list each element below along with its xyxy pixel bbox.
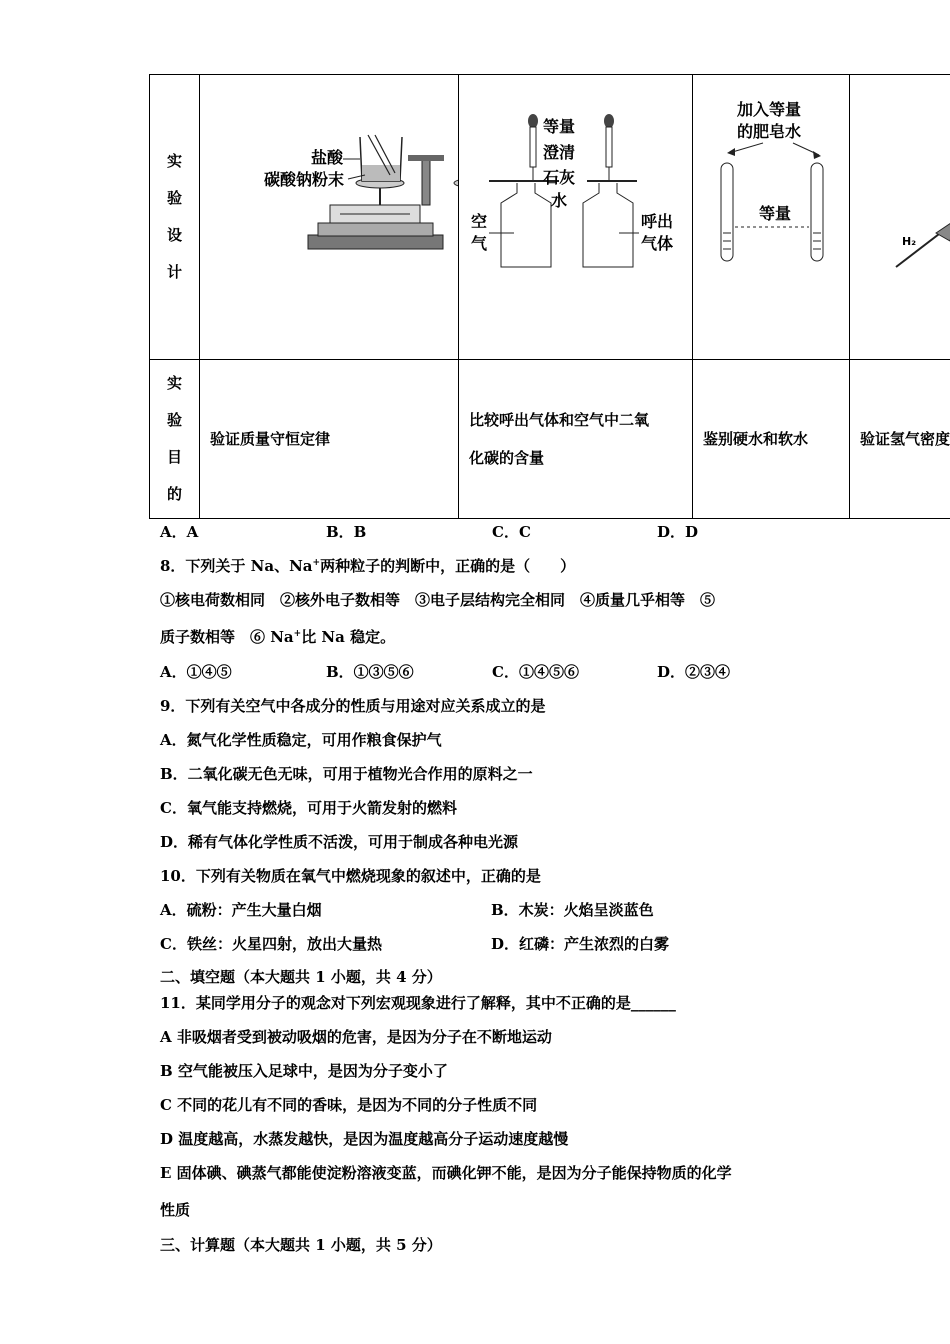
q7-options (160, 522, 860, 542)
exp3-purpose: 鉴别硬水和软水 (693, 360, 850, 519)
q11-option-c[interactable]: C 不同的花儿有不同的香味，是因为不同的分子性质不同 (160, 1096, 538, 1114)
q9-option-c[interactable]: C．氧气能支持燃烧，可用于火箭发射的燃料 (160, 799, 457, 817)
q8-option-d[interactable]: D．②③④ (657, 663, 731, 681)
q9-option-d[interactable]: D．稀有气体化学性质不活泼，可用于制成各种电光源 (160, 833, 519, 851)
label-add-equal-amount: 加入等量 (737, 100, 802, 119)
exp3-design (693, 75, 850, 360)
experiment-table (149, 74, 950, 519)
label-equal-amount: 等量 (543, 117, 576, 136)
row-label-purpose: 实 验 目 的 (150, 360, 200, 519)
q10-options-row2 (160, 934, 860, 954)
q7-option-d[interactable]: D．D (657, 523, 699, 541)
exp1-design (200, 75, 459, 360)
q10-options-row1 (160, 900, 860, 920)
label-hydrochloric-acid: 盐酸 (311, 148, 344, 167)
q8-items-line2: 质子数相等 ⑥ Na+比 Na 稳定。 (160, 628, 396, 646)
q8-options (160, 662, 860, 682)
label-h2: H₂ (902, 235, 917, 248)
q11-option-d[interactable]: D 温度越高，水蒸发越快，是因为温度越高分子运动速度越慢 (160, 1130, 569, 1148)
section3-heading: 三、计算题（本大题共 1 小题，共 5 分） (160, 1236, 442, 1254)
label-soap-water: 的肥皂水 (737, 122, 802, 141)
hydrogen-balloon-illustration (850, 75, 950, 359)
label-air-1: 空 (471, 212, 488, 231)
q7-option-c[interactable]: C．C (492, 523, 531, 541)
label-equal: 等量 (759, 204, 792, 223)
q11-stem: 11．某同学用分子的观念对下列宏观现象进行了解释，其中不正确的是______ (160, 994, 676, 1012)
label-lime: 石灰 (543, 168, 576, 187)
exp2-purpose: 比较呼出气体和空气中二氧 化碳的含量 (459, 360, 693, 519)
q11-option-b[interactable]: B 空气能被压入足球中，是因为分子变小了 (160, 1062, 448, 1080)
label-clear: 澄清 (543, 143, 576, 162)
q10-option-d[interactable]: D．红磷：产生浓烈的白雾 (491, 935, 670, 953)
q10-option-c[interactable]: C．铁丝：火星四射，放出大量热 (160, 935, 382, 953)
test-tubes-illustration (693, 75, 850, 359)
q7-option-b[interactable]: B．B (326, 523, 367, 541)
q10-option-b[interactable]: B．木炭：火焰呈淡蓝色 (491, 901, 654, 919)
q7-option-a[interactable]: A．A (160, 523, 199, 541)
q8-option-b[interactable]: B．①③⑤⑥ (326, 663, 414, 681)
label-sodium-carbonate: 碳酸钠粉末 (264, 170, 345, 189)
exp2-design (459, 75, 693, 360)
q8-items-line1: ①核电荷数相同 ②核外电子数相等 ③电子层结构完全相同 ④质量几乎相等 ⑤ (160, 591, 716, 609)
q11-option-e[interactable]: E 固体碘、碘蒸气都能使淀粉溶液变蓝，而碘化钾不能，是因为分子能保持物质的化学 (160, 1164, 732, 1182)
row-label-design: 实 验 设 计 (150, 75, 200, 360)
q10-option-a[interactable]: A．硫粉：产生大量白烟 (160, 901, 322, 919)
q11-option-e-cont: 性质 (160, 1201, 191, 1219)
exp1-purpose: 验证质量守恒定律 (200, 360, 459, 519)
label-exhaled-1: 呼出 (641, 212, 674, 231)
exp4-purpose: 验证氢气密度 (850, 360, 950, 519)
balance-beaker-illustration (200, 75, 459, 359)
q8-option-c[interactable]: C．①④⑤⑥ (492, 663, 579, 681)
section2-heading: 二、填空题（本大题共 1 小题，共 4 分） (160, 968, 442, 986)
gas-bottles-illustration (459, 75, 693, 359)
q8-option-a[interactable]: A．①④⑤ (160, 663, 232, 681)
q9-stem: 9．下列有关空气中各成分的性质与用途对应关系成立的是 (160, 697, 546, 715)
q11-option-a[interactable]: A 非吸烟者受到被动吸烟的危害，是因为分子在不断地运动 (160, 1028, 552, 1046)
q9-option-b[interactable]: B．二氧化碳无色无味，可用于植物光合作用的原料之一 (160, 765, 533, 783)
q8-stem: 8．下列关于 Na、Na+两种粒子的判断中，正确的是（ ） (160, 557, 576, 575)
exp4-design (850, 75, 950, 360)
label-air-2: 气 (471, 234, 488, 253)
q9-option-a[interactable]: A．氮气化学性质稳定，可用作粮食保护气 (160, 731, 442, 749)
label-exhaled-2: 气体 (641, 234, 674, 253)
q10-stem: 10．下列有关物质在氧气中燃烧现象的叙述中，正确的是 (160, 867, 541, 885)
label-water: 水 (551, 191, 568, 210)
